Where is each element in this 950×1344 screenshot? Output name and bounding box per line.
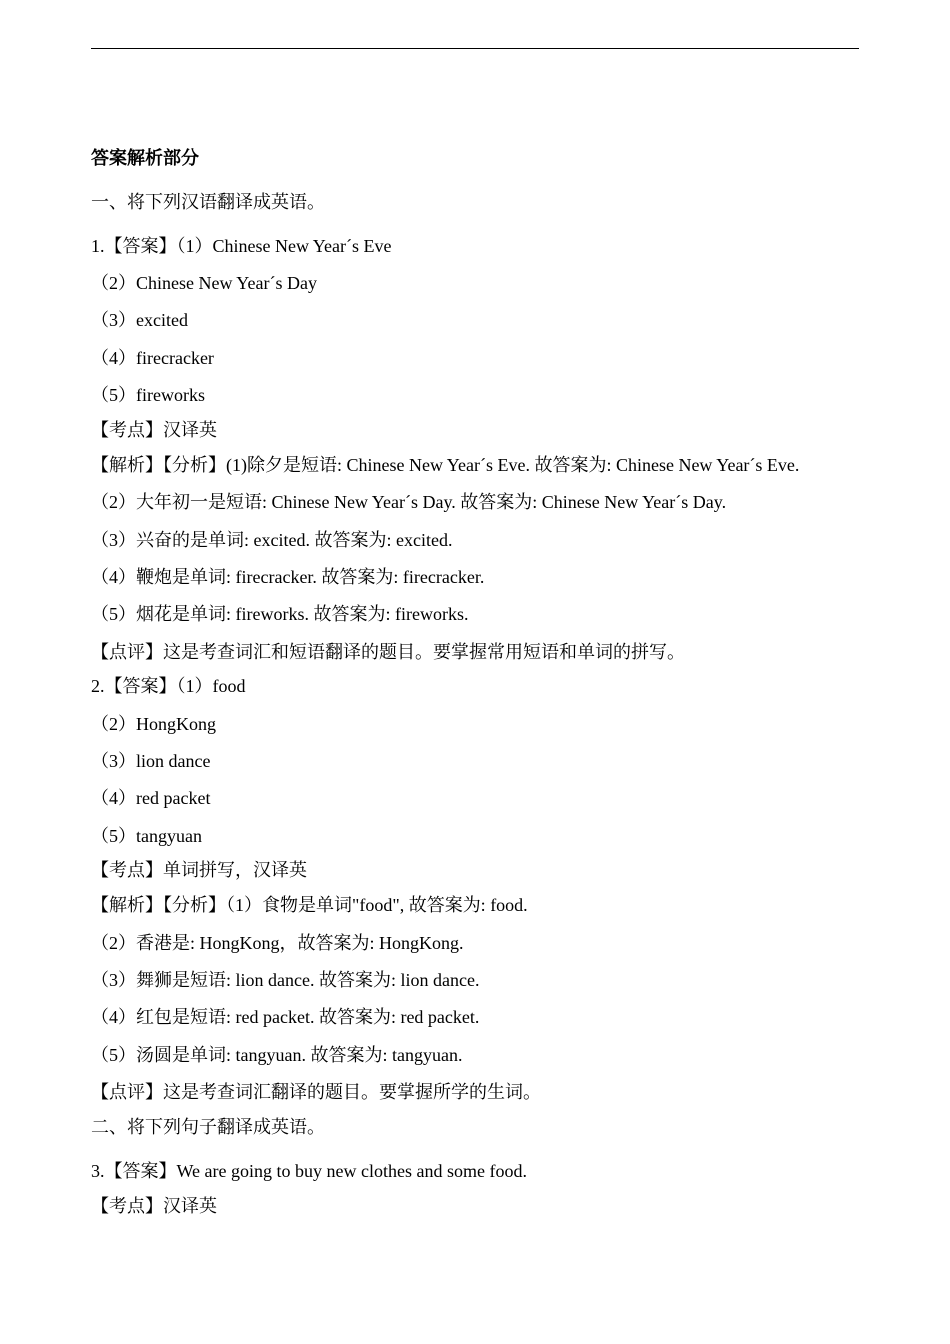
- q2-answer-3: （3）lion dance: [91, 751, 211, 771]
- q3-answer: 3.【答案】We are going to buy new clothes and some food.: [91, 1161, 527, 1181]
- q2-jiexi-2: （2）香港是: HongKong，故答案为: HongKong.: [91, 933, 464, 953]
- q1-jiexi-2: （2）大年初一是短语: Chinese New Year´s Day. 故答案为: Chinese New Year´s Day.: [91, 492, 727, 512]
- q2-kaodian: 【考点】单词拼写，汉译英: [91, 860, 307, 880]
- q1-dianping: 【点评】这是考查词汇和短语翻译的题目。要掌握常用短语和单词的拼写。: [91, 642, 685, 662]
- page-heading: 答案解析部分: [91, 148, 199, 168]
- q1-jiexi-3: （3）兴奋的是单词: excited. 故答案为: excited.: [91, 530, 453, 550]
- section-2-title: 二、将下列句子翻译成英语。: [91, 1117, 325, 1137]
- q2-dianping: 【点评】这是考查词汇翻译的题目。要掌握所学的生词。: [91, 1082, 541, 1102]
- q2-answer-4: （4）red packet: [91, 788, 211, 808]
- q3-kaodian: 【考点】汉译英: [91, 1196, 217, 1216]
- q2-answer: 2.【答案】（1）food: [91, 676, 246, 696]
- q1-answer-4: （4）firecracker: [91, 348, 214, 368]
- q2-jiexi-1: 【解析】【分析】（1）食物是单词"food", 故答案为: food.: [91, 895, 528, 915]
- q1-answer-2: （2）Chinese New Year´s Day: [91, 273, 317, 293]
- q1-jiexi-5: （5）烟花是单词: fireworks. 故答案为: fireworks.: [91, 604, 469, 624]
- q2-answer-5: （5）tangyuan: [91, 826, 202, 846]
- q1-answer-5: （5）fireworks: [91, 385, 205, 405]
- section-1-title: 一、将下列汉语翻译成英语。: [91, 192, 325, 212]
- q1-jiexi-4: （4）鞭炮是单词: firecracker. 故答案为: firecracker.: [91, 567, 485, 587]
- q2-jiexi-3: （3）舞狮是短语: lion dance. 故答案为: lion dance.: [91, 970, 480, 990]
- header-rule: [91, 48, 859, 49]
- q1-answer-3: （3）excited: [91, 310, 188, 330]
- q1-jiexi-1: 【解析】【分析】(1)除夕是短语: Chinese New Year´s Eve. 故答案为: Chinese New Year´s Eve.: [91, 455, 800, 475]
- q2-jiexi-5: （5）汤圆是单词: tangyuan. 故答案为: tangyuan.: [91, 1045, 463, 1065]
- q1-kaodian: 【考点】汉译英: [91, 420, 217, 440]
- q2-jiexi-4: （4）红包是短语: red packet. 故答案为: red packet.: [91, 1007, 480, 1027]
- q1-answer: 1.【答案】（1）Chinese New Year´s Eve: [91, 236, 392, 256]
- q2-answer-2: （2）HongKong: [91, 714, 216, 734]
